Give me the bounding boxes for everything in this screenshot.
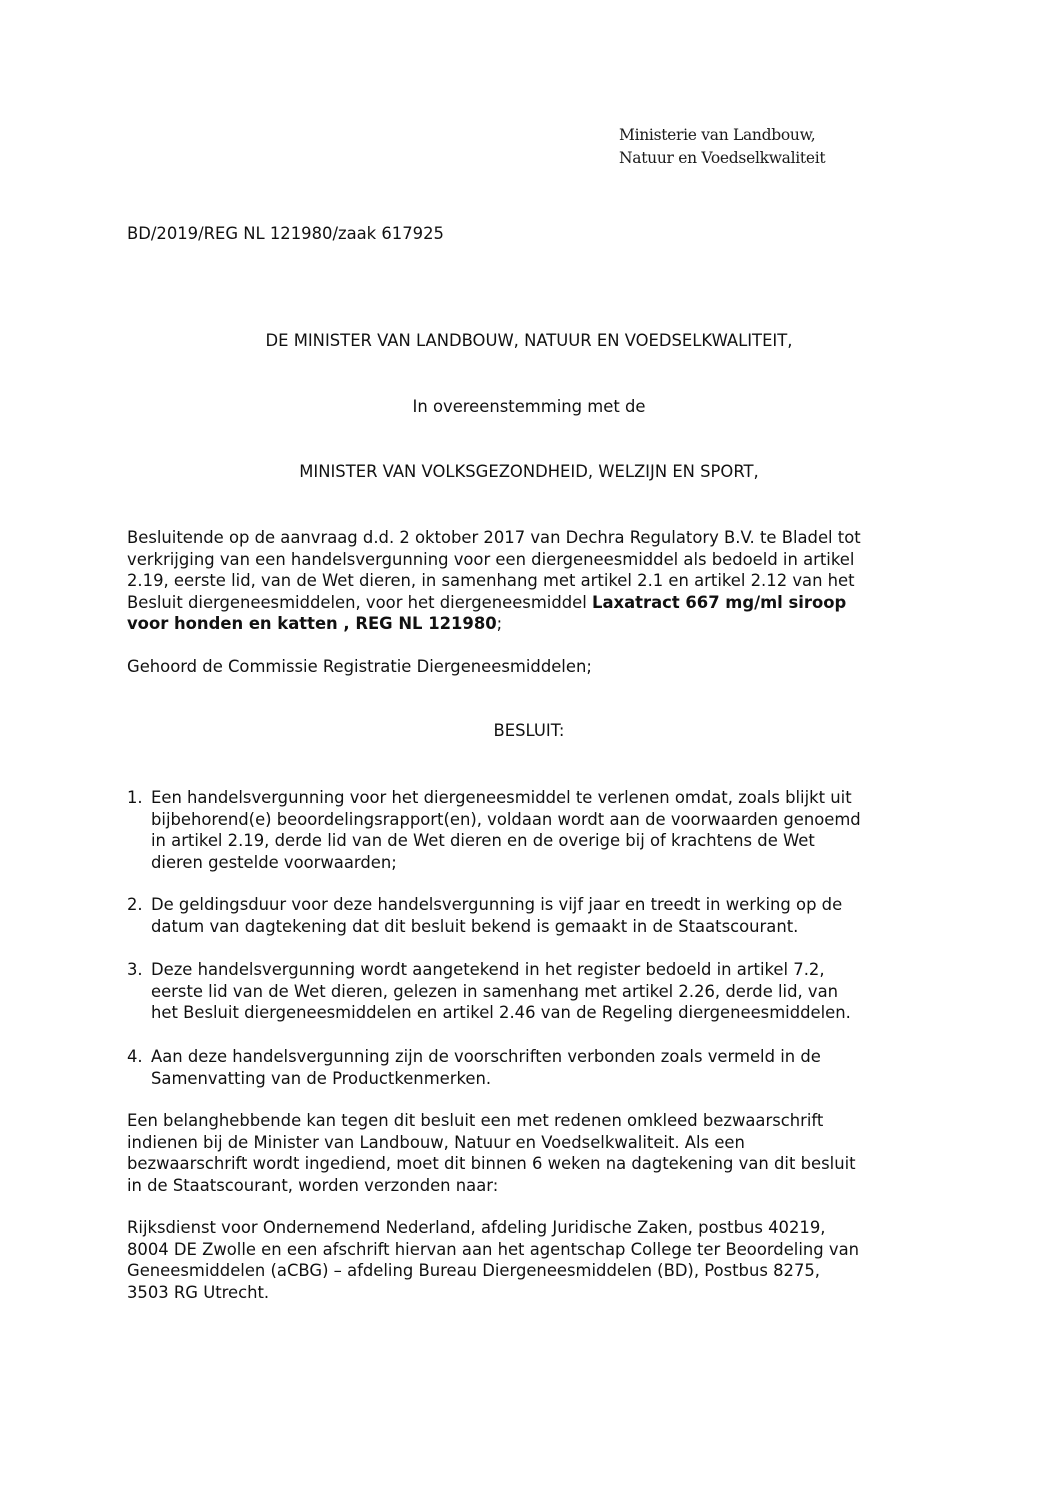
item-number: 1. — [127, 788, 143, 807]
minister-heading: DE MINISTER VAN LANDBOUW, NATUUR EN VOEDSELKWALITEIT, — [265, 331, 793, 350]
item-number: 2. — [127, 895, 143, 914]
paragraph-line: 2.19, eerste lid, van de Wet dieren, in samenhang met artikel 2.1 en artikel 2.12 van het — [127, 571, 855, 590]
agreement-line: In overeenstemming met de — [412, 397, 646, 416]
decision-item-3 — [127, 959, 927, 1024]
paragraph-line — [127, 613, 927, 635]
besluitende-paragraph — [127, 527, 927, 635]
decision-item-4 — [127, 1046, 927, 1089]
gehoord-line: Gehoord de Commissie Registratie Diergeneesmiddelen; — [127, 657, 592, 676]
item-line: De geldingsduur voor deze handelsvergunning is vijf jaar en treedt in werking op de — [151, 895, 843, 914]
paragraph-line: Geneesmiddelen (aCBG) – afdeling Bureau Diergeneesmiddelen (BD), Postbus 8275, — [127, 1261, 821, 1280]
item-line: in artikel 2.19, derde lid van de Wet dieren en de overige bij of krachtens de Wet — [151, 831, 815, 850]
ministry-letterhead — [619, 124, 825, 170]
address-paragraph — [127, 1217, 927, 1303]
paragraph-line: 8004 DE Zwolle en een afschrift hiervan aan het agentschap College ter Beoordeling van — [127, 1239, 860, 1259]
paragraph-text: ; — [496, 614, 503, 633]
item-line: Aan deze handelsvergunning zijn de voorschriften verbonden zoals vermeld in de — [151, 1047, 821, 1066]
item-line: eerste lid van de Wet dieren, gelezen in samenhang met artikel 2.26, derde lid, van — [151, 981, 839, 1001]
letterhead-line-2: Natuur en Voedselkwaliteit — [619, 149, 826, 167]
paragraph-line: Een belanghebbende kan tegen dit besluit een met redenen omkleed bezwaarschrift — [127, 1111, 824, 1130]
paragraph-line: indienen bij de Minister van Landbouw, Natuur en Voedselkwaliteit. Als een — [127, 1132, 745, 1152]
item-line: het Besluit diergeneesmiddelen en artikel 2.46 van de Regeling diergeneesmiddelen. — [151, 1003, 851, 1022]
decision-item-2 — [127, 894, 927, 937]
minister-heading-2: MINISTER VAN VOLKSGEZONDHEID, WELZIJN EN SPORT, — [299, 462, 759, 481]
item-line: Samenvatting van de Productkenmerken. — [151, 1068, 492, 1088]
item-line: dieren gestelde voorwaarden; — [151, 852, 397, 872]
paragraph-line: 3503 RG Utrecht. — [127, 1282, 270, 1302]
paragraph-text: Besluit diergeneesmiddelen, voor het diergeneesmiddel — [127, 592, 593, 612]
item-line: datum van dagtekening dat dit besluit bekend is gemaakt in de Staatscourant. — [151, 916, 799, 936]
item-line: Deze handelsvergunning wordt aangetekend in het register bedoeld in artikel 7.2, — [151, 960, 825, 979]
product-registration: voor honden en katten , REG NL 121980 — [127, 614, 497, 633]
letterhead-line-1: Ministerie van Landbouw, — [619, 126, 816, 144]
item-line: Een handelsvergunning voor het diergeneesmiddel te verlenen omdat, zoals blijkt uit — [151, 788, 852, 807]
item-line: bijbehorend(e) beoordelingsrapport(en), voldaan wordt aan de voorwaarden genoemd — [151, 809, 861, 829]
besluit-heading: BESLUIT: — [493, 721, 565, 740]
paragraph-line: Besluitende op de aanvraag d.d. 2 oktober 2017 van Dechra Regulatory B.V. te Bladel tot — [127, 528, 861, 547]
paragraph-line — [127, 592, 927, 614]
paragraph-line: verkrijging van een handelsvergunning voor een diergeneesmiddel als bedoeld in artikel — [127, 549, 855, 569]
item-number: 4. — [127, 1047, 143, 1066]
paragraph-line: in de Staatscourant, worden verzonden naar: — [127, 1175, 499, 1195]
item-number: 3. — [127, 960, 143, 979]
product-name: Laxatract 667 mg/ml siroop — [592, 592, 847, 612]
decision-item-1 — [127, 787, 927, 873]
paragraph-line: bezwaarschrift wordt ingediend, moet dit binnen 6 weken na dagtekening van dit besluit — [127, 1154, 856, 1173]
objection-paragraph — [127, 1110, 927, 1196]
paragraph-line: Rijksdienst voor Ondernemend Nederland, afdeling Juridische Zaken, postbus 40219, — [127, 1218, 826, 1237]
reference-number: BD/2019/REG NL 121980/zaak 617925 — [127, 224, 444, 243]
